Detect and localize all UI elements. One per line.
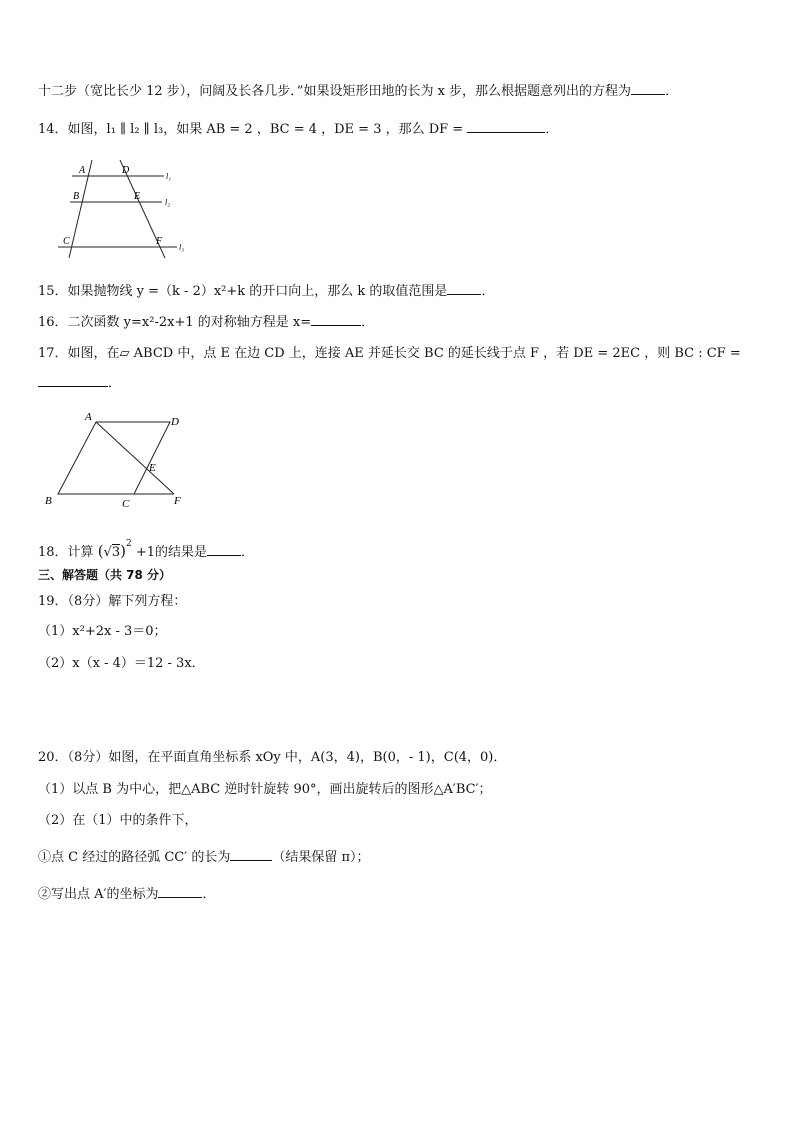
q19-part1 <box>38 623 167 641</box>
q20-sub1-prefix: ①点 C 经过的路径弧 CC′ 的长为 <box>38 850 231 865</box>
q19-part2 <box>38 655 205 673</box>
q20-title-line <box>38 749 506 767</box>
q17-line <box>38 345 741 363</box>
label-f: F <box>156 236 163 247</box>
label-d: D <box>122 165 130 176</box>
q16-text: 16．二次函数 y=x²-2x+1 的对称轴方程是 x= <box>38 315 312 330</box>
q20-sub2-prefix: ②写出点 A′的坐标为 <box>38 887 159 902</box>
answer-blank[interactable] <box>158 885 202 898</box>
q18-end: ． <box>241 545 255 560</box>
answer-blank[interactable] <box>38 374 108 387</box>
q20-part2 <box>38 812 198 830</box>
segment-af <box>96 422 174 494</box>
exponent: 2 <box>125 539 132 549</box>
q18-suffix: +1的结果是 <box>135 545 208 560</box>
q19-part1-text: （1）x²+2x - 3＝0； <box>38 624 167 639</box>
q17-figure <box>40 408 200 508</box>
q17-end: ． <box>108 376 122 391</box>
q20-part2-text: （2）在（1）中的条件下， <box>38 813 198 828</box>
answer-blank[interactable] <box>311 313 361 326</box>
q19-title: 19．（8分）解下列方程： <box>38 594 187 609</box>
q15-end: ． <box>481 284 495 299</box>
q14-end: ． <box>545 122 559 137</box>
label-d: D <box>171 416 179 428</box>
label-c: C <box>122 498 130 508</box>
q14-figure <box>52 160 202 260</box>
q13-line <box>38 82 678 101</box>
label-l3: l₃ <box>179 243 185 252</box>
q16-line <box>38 313 374 332</box>
q17-text: 17．如图，在▱ ABCD 中，点 E 在边 CD 上，连接 AE 并延长交 BC 的延长线于点 F ，若 DE = 2EC ，则 BC : CF = <box>38 346 741 361</box>
sqrt-expression: $(√3)^2$ <box>97 539 132 560</box>
label-c: C <box>63 236 70 247</box>
q14-text: 14．如图，l₁ ∥ l₂ ∥ l₃，如果 AB = 2 ，BC = 4 ，DE = 3 ，那么 DF = <box>38 122 464 137</box>
label-b: B <box>73 191 80 202</box>
label-l1: l₁ <box>166 172 172 181</box>
q20-title: 20．（8分）如图，在平面直角坐标系 xOy 中，A(3，4)，B(0，- 1)，C(4，0)． <box>38 750 507 765</box>
section-title: 三、解答题（共 78 分） <box>38 568 172 582</box>
q13-text: 十二步（宽比长少 12 步），问阔及长各几步．”如果设矩形田地的长为 x 步，那么根据题意列出的方程为 <box>38 84 632 99</box>
label-l2: l₂ <box>165 198 171 207</box>
q19-title-line <box>38 593 186 611</box>
answer-blank[interactable] <box>631 82 665 95</box>
q15-line <box>38 282 494 301</box>
sqrt-radicand: 3 <box>111 545 121 560</box>
q18-prefix: 18．计算 <box>38 545 94 560</box>
q16-end: ． <box>361 315 375 330</box>
q20-part1-text: （1）以点 B 为中心，把△ABC 逆时针旋转 90°，画出旋转后的图形△A′BC′； <box>38 782 492 797</box>
q18-line <box>38 537 254 559</box>
label-a: A <box>85 411 92 423</box>
answer-blank[interactable] <box>447 282 481 295</box>
answer-blank[interactable] <box>467 120 545 133</box>
answer-blank[interactable] <box>207 543 241 556</box>
label-e: E <box>134 191 141 202</box>
label-e: E <box>149 462 156 474</box>
q20-sub2 <box>38 885 216 904</box>
parallelogram-abcd <box>58 422 170 494</box>
q20-sub1 <box>38 848 370 867</box>
q20-part1 <box>38 781 492 799</box>
answer-blank[interactable] <box>230 848 272 861</box>
label-a: A <box>79 165 86 176</box>
q20-sub2-end: ． <box>202 887 216 902</box>
q17-blank-line <box>38 374 121 393</box>
q20-sub1-suffix: （结果保留 π）； <box>272 850 370 865</box>
section-heading <box>38 566 171 584</box>
q15-text: 15．如果抛物线 y =（k - 2）x²+k 的开口向上，那么 k 的取值范围是 <box>38 284 448 299</box>
label-f: F <box>174 495 181 507</box>
q13-end: ． <box>665 84 679 99</box>
label-b: B <box>45 495 52 507</box>
q19-part2-text: （2）x（x - 4）＝12 - 3x． <box>38 656 205 671</box>
q14-line <box>38 120 558 139</box>
